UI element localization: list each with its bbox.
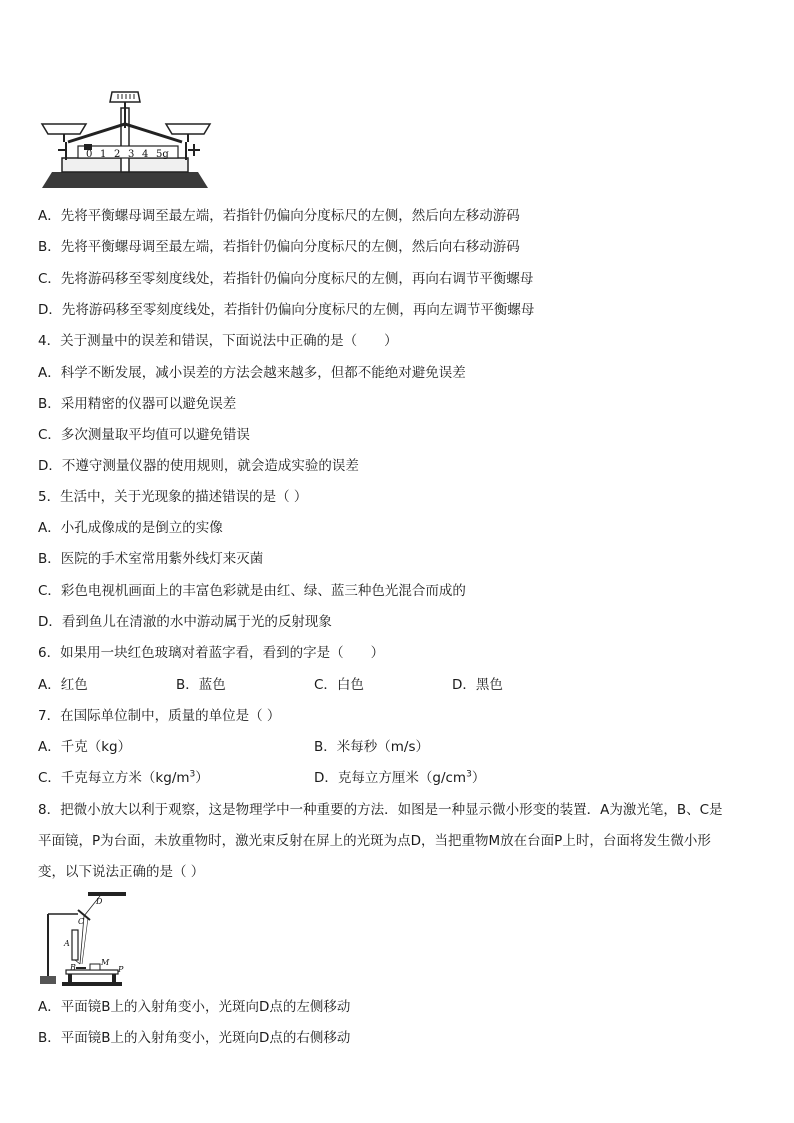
q5-stem: 5．生活中，关于光现象的描述错误的是（ ） [38, 489, 308, 505]
q7-option-c-close: ） [195, 770, 209, 786]
figure-label-p: P [118, 965, 124, 974]
figure-label-d: D [96, 897, 103, 906]
q8-option-b: B．平面镜B上的入射角变小，光斑向D点的右侧移动 [38, 1030, 351, 1046]
laser-apparatus-figure [38, 890, 130, 988]
q7-option-d-superscript: 3 [466, 769, 472, 780]
q7-option-b: B．米每秒（m/s） [314, 739, 429, 755]
q6-option-c: C．白色 [314, 677, 364, 693]
q4-option-b: B．采用精密的仪器可以避免误差 [38, 396, 237, 412]
q3-option-a: A．先将平衡螺母调至最左端，若指针仍偏向分度标尺的左侧，然后向左移动游码 [38, 208, 520, 224]
scale-mark: 5g [156, 149, 169, 160]
balance-figure-drawing [38, 84, 216, 192]
q6-option-d: D．黑色 [452, 677, 503, 693]
q4-option-c: C．多次测量取平均值可以避免错误 [38, 427, 250, 443]
q7-option-a: A．千克（kg） [38, 739, 132, 755]
q8-stem-line-1: 8．把微小放大以利于观察，这是物理学中一种重要的方法．如图是一种显示微小形变的装置．A为激光笔，B、C是 [38, 802, 723, 818]
q5-option-d: D．看到鱼儿在清澈的水中游动属于光的反射现象 [38, 614, 332, 630]
q4-option-d: D．不遵守测量仪器的使用规则，就会造成实验的误差 [38, 458, 359, 474]
q8-option-a: A．平面镜B上的入射角变小，光斑向D点的左侧移动 [38, 999, 351, 1015]
q4-stem: 4．关于测量中的误差和错误，下面说法中正确的是（ ） [38, 333, 398, 349]
q4-option-a: A．科学不断发展，减小误差的方法会越来越多，但都不能绝对避免误差 [38, 365, 466, 381]
q8-stem-line-2: 平面镜，P为台面，未放重物时，激光束反射在屏上的光斑为点D，当把重物M放在台面P上时，台面将发生微小形 [38, 833, 711, 849]
q3-option-b: B．先将平衡螺母调至最左端，若指针仍偏向分度标尺的左侧，然后向右移动游码 [38, 239, 520, 255]
figure-label-c: C [78, 917, 85, 926]
q3-option-c: C．先将游码移至零刻度线处，若指针仍偏向分度标尺的左侧，再向右调节平衡螺母 [38, 271, 534, 287]
q7-option-d [314, 769, 485, 787]
q6-stem: 6．如果用一块红色玻璃对着蓝字看，看到的字是（ ） [38, 645, 385, 661]
q7-option-d-close: ） [471, 770, 486, 786]
q5-option-b: B．医院的手术室常用紫外线灯来灭菌 [38, 551, 264, 567]
q7-stem: 7．在国际单位制中，质量的单位是（ ） [38, 708, 281, 724]
q3-option-d: D．先将游码移至零刻度线处，若指针仍偏向分度标尺的左侧，再向左调节平衡螺母 [38, 302, 535, 318]
q6-option-b: B．蓝色 [176, 677, 226, 693]
laser-apparatus-drawing [38, 890, 130, 988]
q7-option-d-text: D．克每立方厘米（g/cm [314, 770, 467, 786]
scale-mark: 0 [86, 149, 93, 160]
q5-option-c: C．彩色电视机画面上的丰富色彩就是由红、绿、蓝三种色光混合而成的 [38, 583, 466, 599]
scale-mark: 2 [114, 149, 121, 160]
q7-option-c [38, 769, 209, 787]
scale-mark: 1 [100, 149, 107, 160]
balance-figure [38, 84, 216, 192]
scale-mark: 4 [142, 149, 149, 160]
q5-option-a: A．小孔成像成的是倒立的实像 [38, 520, 223, 536]
figure-label-a: A [64, 939, 70, 948]
scale-mark: 3 [128, 149, 135, 160]
q7-option-c-superscript: 3 [189, 769, 196, 780]
figure-label-b: B [70, 963, 76, 972]
q8-stem-line-3: 变，以下说法正确的是（ ） [38, 864, 205, 880]
q7-option-c-text: C．千克每立方米（kg/m [38, 770, 190, 786]
figure-label-m: M [101, 958, 110, 967]
q6-option-a: A．红色 [38, 677, 88, 693]
